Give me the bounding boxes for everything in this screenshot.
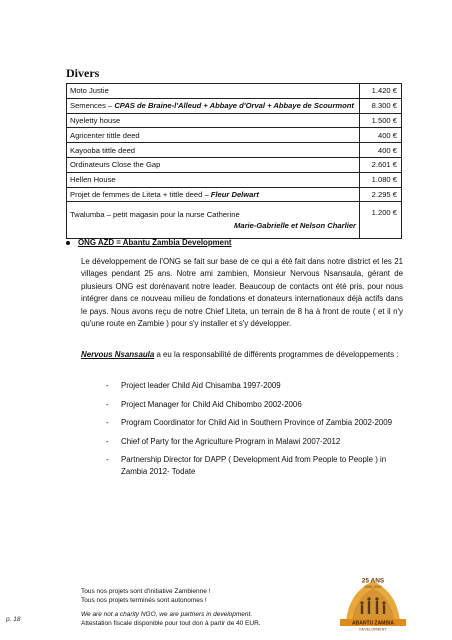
role-item (106, 399, 404, 411)
cost-label (67, 172, 360, 187)
cost-amount: 1.420 € (360, 84, 402, 99)
cost-amount: 400 € (360, 143, 402, 158)
cost-label-text: Kayooba tittle deed (70, 145, 136, 155)
footer-line: Tous nos projets terminés sont autonomes ! (81, 597, 207, 604)
cost-label (67, 187, 360, 202)
cost-amount: 1.080 € (360, 172, 402, 187)
role-item (106, 436, 404, 448)
ong-paragraph: Le développement de l'ONG se fait sur base de ce qui a été fait dans notre district et les 21 villages pendant 25 ans. Notre ami zambien, Monsieur Nervous Nsansaula, gérant de plusieurs ONG est dorénavant notre leader. Beaucoup de contacts ont été pris, pour nous intégrer dans ce nouveau milieu de fondations et donateurs internationaux déjà actifs dans le pays. Nous avons reçu de notre Chief Liteta, un terrain de 8 ha à front de route ( et il n'y qu'une route en Zambie ) pour s'y installer et s'y développer. (81, 257, 403, 329)
dash-icon: - (106, 455, 109, 464)
nervous-paragraph (81, 349, 403, 361)
cost-row (67, 172, 402, 187)
nervous-name: Nervous Nsansaula (81, 350, 155, 359)
cost-row (67, 84, 402, 99)
cost-row (67, 128, 402, 143)
cost-amount: 8.300 € (360, 98, 402, 113)
logo-tagline: DEVELOPMENT (359, 627, 387, 631)
dash-icon: - (106, 418, 109, 427)
cost-label (67, 128, 360, 143)
cost-label (67, 113, 360, 128)
cost-amount: 2.601 € (360, 157, 402, 172)
cost-row (67, 157, 402, 172)
cost-label (67, 157, 360, 172)
cost-row (67, 202, 402, 239)
cost-label-text: Semences – (70, 101, 115, 111)
cost-donor: Marie-Gabrielle et Nelson Charlier (234, 221, 356, 231)
cost-donor: Fleur Delwart (210, 189, 259, 199)
role-item (106, 454, 404, 478)
cost-label-text: Nyeletty house (70, 115, 121, 125)
dash-icon: - (106, 381, 109, 390)
dash-icon: - (106, 436, 109, 446)
role-text: Partnership Director for DAPP ( Development Aid from People to People ) in Zambia 2012- Todate (121, 455, 387, 476)
bullet-icon (66, 241, 70, 245)
footer-line: Attestation fiscale disponible pour tout don à partir de 40 EUR. (81, 620, 261, 627)
cost-amount: 400 € (360, 128, 402, 143)
page-number: p. 18 (6, 616, 21, 623)
cost-amount: 2.295 € (360, 187, 402, 202)
role-text: Program Coordinator for Child Aid in Southern Province of Zambia 2002-2009 (121, 418, 393, 427)
cost-label-text: Projet de femmes de Liteta + tittle deed – (70, 189, 211, 199)
cost-row (67, 143, 402, 158)
cost-label-text: Agricenter tittle deed (70, 130, 140, 140)
costs-table (66, 83, 402, 239)
ong-bullet (66, 238, 232, 247)
cost-row (67, 113, 402, 128)
logo-name: ABANTU ZAMBIA (352, 620, 394, 627)
role-item (106, 417, 404, 429)
section-title: Divers (66, 66, 100, 80)
cost-label (67, 98, 360, 113)
cost-label-text: Twalumba – petit magasin pour la nurse Catherine (70, 210, 240, 220)
cost-label-text: Hellen House (70, 175, 116, 185)
nervous-text: a eu la responsabilité de différents programmes de développements : (154, 350, 399, 359)
role-text: Chief of Party for the Agriculture Program in Malawi 2007-2012 (121, 436, 341, 446)
role-item (106, 380, 404, 392)
cost-amount: 1.200 € (360, 202, 402, 239)
cost-label (67, 143, 360, 158)
cost-amount: 1.500 € (360, 113, 402, 128)
cost-label-text: Moto Justie (70, 86, 109, 96)
cost-donor: CPAS de Braine-l'Alleud + Abbaye d'Orval + Abbaye de Scourmont (114, 101, 354, 111)
logo-years: 1990-2015 (364, 585, 382, 589)
cost-label (67, 84, 360, 99)
cost-row (67, 187, 402, 202)
cost-row (67, 98, 402, 113)
logo-badge: 25 ANS (361, 577, 385, 585)
dash-icon: - (106, 399, 109, 409)
roles-list (106, 380, 404, 485)
footer-line: Tous nos projets sont d'initiative Zambienne ! (81, 588, 211, 595)
cost-label (67, 202, 360, 239)
cost-label-text: Ordinateurs Close the Gap (70, 160, 161, 170)
role-text: Project leader Child Aid Chisamba 1997-2009 (121, 381, 281, 390)
footer-line: We are not a charity NGO, we are partners in development. (81, 611, 253, 618)
footer-notes (81, 587, 311, 628)
ong-heading: ONG AZD = Abantu Zambia Development (78, 238, 232, 247)
abantu-zambia-logo (338, 575, 408, 631)
role-text: Project Manager for Child Aid Chibombo 2002-2006 (121, 399, 302, 409)
